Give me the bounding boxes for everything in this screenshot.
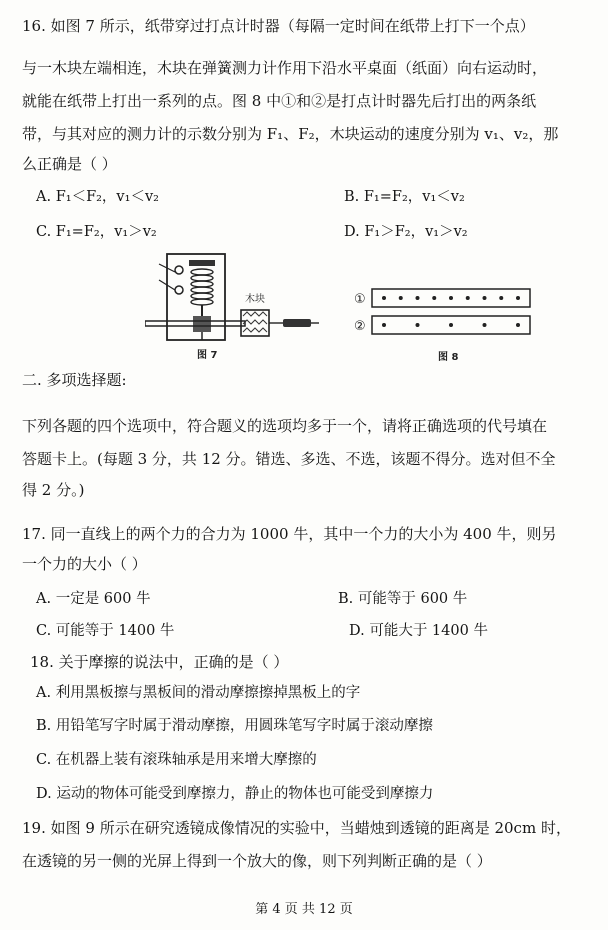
q18-stem: 18. 关于摩擦的说法中，正确的是（ ） xyxy=(30,653,289,671)
q18-option-b: B. 用铅笔写字时属于滑动摩擦，用圆珠笔写字时属于滚动摩擦 xyxy=(36,718,433,734)
q16-line-3: 就能在纸带上打出一系列的点。图 8 中①和②是打点计时器先后打出的两条纸 xyxy=(22,92,537,110)
q17-line-1: 17. 同一直线上的两个力的合力为 1000 牛，其中一个力的大小为 400 牛，则另 xyxy=(22,525,557,543)
tape-dot xyxy=(416,323,420,327)
q16-option-a: A. F₁＜F₂，v₁＜v₂ xyxy=(36,189,159,205)
tape-dot xyxy=(516,323,520,327)
q17-option-a: A. 一定是 600 牛 xyxy=(36,591,151,607)
section-2-instructions-2: 答题卡上。(每题 3 分，共 12 分。错选、多选、不选，该题不得分。选对但不全 xyxy=(22,450,556,468)
q16-option-d: D. F₁＞F₂，v₁＞v₂ xyxy=(344,224,468,240)
tape-dot xyxy=(516,296,520,300)
figure-8-caption: 图 8 xyxy=(438,352,459,363)
q17-option-d: D. 可能大于 1400 牛 xyxy=(349,623,488,639)
q17-option-c: C. 可能等于 1400 牛 xyxy=(36,623,175,639)
q16-line-4: 带，与其对应的测力计的示数分别为 F₁、F₂，木块运动的速度分别为 v₁、v₂，那 xyxy=(22,125,559,143)
q16-line-5: 么正确是（ ） xyxy=(22,155,117,173)
q18-option-a: A. 利用黑板擦与黑板间的滑动摩擦擦掉黑板上的字 xyxy=(36,685,361,701)
q17-line-2: 一个力的大小（ ） xyxy=(22,555,147,573)
figure-7-caption: 图 7 xyxy=(197,350,218,361)
tape-2-dots xyxy=(382,323,520,327)
tape-dot xyxy=(449,296,453,300)
tape-dot xyxy=(399,296,403,300)
tape-dot xyxy=(483,323,487,327)
figure-8-tapes-diagram xyxy=(350,280,540,364)
q18-option-c: C. 在机器上装有滚珠轴承是用来增大摩擦的 xyxy=(36,752,317,768)
tape-dot xyxy=(499,296,503,300)
page-footer: 第 4 页 共 12 页 xyxy=(255,902,353,917)
tape-dot xyxy=(466,296,470,300)
q16-line-2: 与一木块左端相连，木块在弹簧测力计作用下沿水平桌面（纸面）向右运动时， xyxy=(22,59,548,77)
q19-line-1: 19. 如图 9 所示在研究透镜成像情况的实验中，当蜡烛到透镜的距离是 20cm 时， xyxy=(22,819,571,837)
q16-option-c: C. F₁=F₂，v₁＞v₂ xyxy=(36,224,157,240)
q19-line-2: 在透镜的另一侧的光屏上得到一个放大的像，则下列判断正确的是（ ） xyxy=(22,852,492,870)
tape-2-label: ② xyxy=(354,319,366,334)
figure-7-block-label: 木块 xyxy=(245,294,265,305)
tape-dot xyxy=(382,296,386,300)
q17-option-b: B. 可能等于 600 牛 xyxy=(338,591,468,607)
tape-dot xyxy=(382,323,386,327)
tape-1-dots xyxy=(382,296,520,300)
q16-option-b: B. F₁=F₂，v₁＜v₂ xyxy=(344,189,465,205)
tape-dot xyxy=(432,296,436,300)
q18-option-d: D. 运动的物体可能受到摩擦力，静止的物体也可能受到摩擦力 xyxy=(36,786,434,802)
section-2-instructions-3: 得 2 分。) xyxy=(22,481,85,499)
section-2-heading: 二. 多项选择题: xyxy=(22,371,127,389)
figure-7-timer-diagram xyxy=(145,250,325,362)
tape-dot xyxy=(483,296,487,300)
tape-dot xyxy=(416,296,420,300)
section-2-instructions-1: 下列各题的四个选项中，符合题义的选项均多于一个，请将正确选项的代号填在 xyxy=(22,417,548,435)
q16-line-1: 16. 如图 7 所示，纸带穿过打点计时器（每隔一定时间在纸带上打下一个点） xyxy=(22,17,535,35)
tape-1-label: ① xyxy=(354,292,366,307)
tape-dot xyxy=(449,323,453,327)
